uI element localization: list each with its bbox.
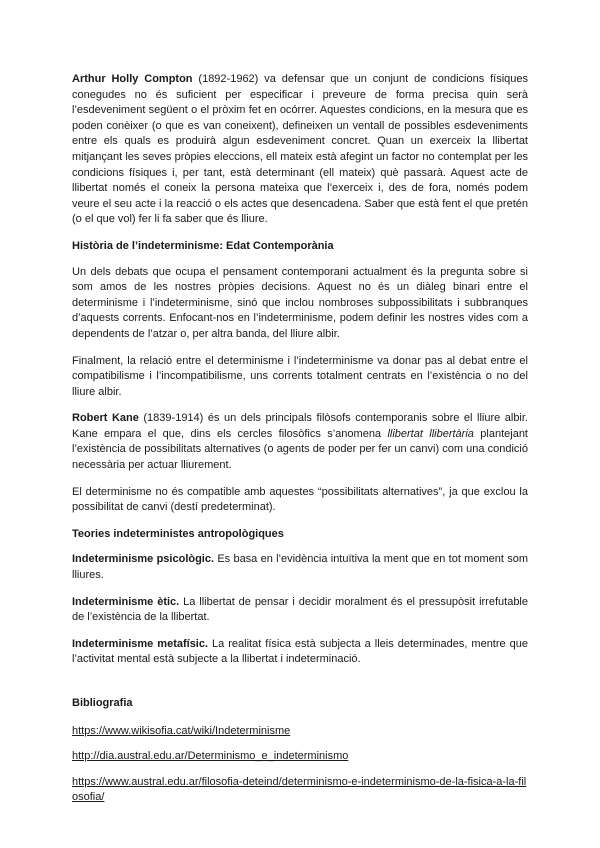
paragraph-compatibilism: Finalment, la relació entre el determinisme i l’indeterminisme va donar pas al debat entre el compatibilisme i l’incompatibilisme, uns corrents totalment centrats en l’existència o no del lliure albir. [72,354,528,398]
paragraph-compton [72,72,528,228]
theory-text: La realitat física està subjecta a lleis determinades, mentre que l’activitat mental està subjecte a la llibertat i indeterminació. [72,637,528,666]
bibliography-heading: Bibliografia [72,697,133,709]
section-heading-theories: Teories indeterministes antropològiques [72,527,284,540]
theory-term: Indeterminisme metafísic. [72,637,209,650]
bibliography-link[interactable]: https://www.austral.edu.ar/filosofia-deteind/determinismo-e-indeterminismo-de-la-fisica-a-la-filosofia/ [72,775,527,804]
name-compton: Arthur Holly Compton [72,73,193,85]
document-page [72,72,528,816]
theory-ethical [72,595,528,626]
section-heading-history: Història de l’indeterminisme: Edat Contemporània [72,239,334,252]
italic-term: llibertat llibertària [387,427,474,440]
bibliography-link[interactable]: https://www.wikisofia.cat/wiki/Indeterminisme [72,724,291,737]
theory-text: Es basa en l’evidència intuïtiva la ment que en tot moment som lliures. [72,553,528,582]
paragraph-text: (1839-1914) és un dels principals filòsofs contemporanis sobre el lliure albir. Kane empara el que, dins els cercles filosòfics s’anomena [72,412,528,440]
theory-term: Indeterminisme ètic. [72,595,180,608]
paragraph-kane [72,411,528,473]
paragraph-text: plantejant l’existència de possibilitats alternatives (o agents de poder per fer un canvi) com una condició necessària per actuar lliurement. [72,427,528,472]
name-kane: Robert Kane [72,412,139,425]
paragraph-debate: Un dels debats que ocupa el pensament contemporani actualment és la pregunta sobre si som amos de les nostres pròpies decisions. Aquest no és un diàleg binari entre el determinisme i l’indeterminisme, sinó que inclou nombroses subpossibilitats i subbranques d’aquests corrents. Enfocant-nos en l’indeterminisme, podem definir les nostres vides com a dependents de l’atzar o, per altra banda, del lliure albir. [72,265,528,340]
theory-psychological [72,552,528,583]
bibliography-link[interactable]: http://dia.austral.edu.ar/Determinismo_e_indeterminismo [72,750,349,763]
theory-metaphysical [72,637,528,668]
theory-term: Indeterminisme psicològic. [72,553,215,566]
theory-text: La llibertat de pensar i decidir moralment és el pressupòsit irrefutable de l’existència de la llibertat. [72,595,528,624]
paragraph-determinism: El determinisme no és compatible amb aquestes “possibilitats alternatives”, ja que exclou la possibilitat de canvi (destí predeterminat). [72,485,528,514]
paragraph-text: (1892-1962) va defensar que un conjunt de condicions físiques conegudes no és suficient per especificar i preveure de forma precisa quin serà l’esdeveniment següent o el pròxim fet en ocórrer. Aquestes condicions, en la mesura que es poden conèixer (o que es van coneixent), defineixen un ventall de possibles esdeveniments entre els quals es produirà algun esdeveniment concret. Quan un exerceix la llibertat mitjançant les seves pròpies eleccions, ell mateix està afegint un factor no contemplat per les condicions físiques i, per tant, està determinant (ell mateix) què passarà. Aquest acte de llibertat només el coneix la persona mateixa que l’exerceix i, des de fora, només podem veure el seu acte i la reacció o els actes que desencadena. Saber que està fent el que pretén (o el que vol) fer li fa saber que és lliure. [72,73,528,226]
